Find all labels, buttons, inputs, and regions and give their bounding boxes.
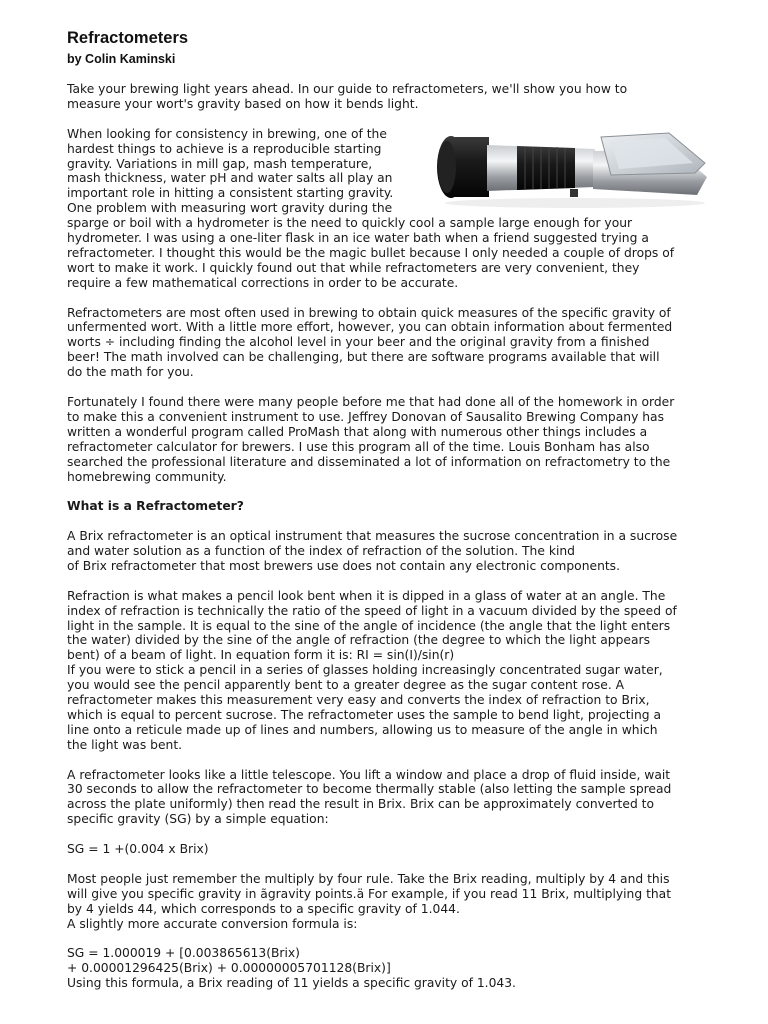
text-line: index of refraction is technically the ratio of the speed of light in a vacuum divided by the speed of: [67, 603, 677, 618]
text-line: hydrometer. I was using a one-liter flask in an ice water bath when a friend suggested trying a: [67, 231, 649, 246]
text-line: A refractometer looks like a little telescope. You lift a window and place a drop of fluid inside, wait: [67, 767, 671, 782]
text-line: If you were to stick a pencil in a series of glasses holding increasingly concentrated sugar water,: [67, 663, 663, 678]
text-line: 30 seconds to allow the refractometer to become thermally stable (also letting the sample spread: [67, 782, 672, 797]
paragraph-5: [67, 589, 715, 753]
text-line: and water solution as a function of the index of refraction of the solution. The kind: [67, 544, 575, 559]
text-line: light in the sample. It is equal to the sine of the angle of incidence (the angle that the light enters: [67, 618, 671, 633]
paragraph-7: [67, 872, 715, 932]
text-line: One problem with measuring wort gravity during the: [67, 201, 393, 216]
text-line: worts ÷ including finding the alcohol level in your beer and the original gravity from a finished: [67, 335, 650, 350]
article-title: Refractometers: [67, 29, 189, 47]
equation-simple: SG = 1 +(0.004 x Brix): [67, 842, 209, 857]
paragraph-4: [67, 529, 715, 574]
text-line: of Brix refractometer that most brewers use does not contain any electronic components.: [67, 558, 620, 573]
text-line: specific gravity (SG) by a simple equation:: [67, 812, 329, 827]
text-line: the light was bent.: [67, 737, 183, 752]
text-line: by 4 yields 44, which corresponds to a specific gravity of 1.044.: [67, 901, 460, 916]
paragraph-2: [67, 306, 715, 381]
text-line: homebrewing community.: [67, 469, 227, 484]
equation-accurate: [67, 946, 715, 991]
text-line: Take your brewing light years ahead. In our guide to refractometers, we'll show you how to: [67, 82, 628, 96]
text-line: across the plate uniformly) then read the result in Brix. Brix can be approximately converted to: [67, 797, 655, 812]
text-line: Refraction is what makes a pencil look bent when it is dipped in a glass of water at an angle. The: [67, 588, 666, 603]
text-line: SG = 1.000019 + [0.003865613(Brix): [67, 946, 300, 961]
text-line: the water) divided by the sine of the angle of refraction (the degree to which the light appears: [67, 633, 650, 648]
paragraph-6: [67, 768, 715, 828]
text-line: gravity. Variations in mill gap, mash temperature,: [67, 156, 373, 171]
text-line: searched the professional literature and disseminated a lot of information on refractometry to the: [67, 454, 671, 469]
text-line: require a few mathematical corrections in order to be accurate.: [67, 275, 459, 290]
article: [67, 28, 715, 991]
text-line: When looking for consistency in brewing, one of the: [67, 126, 387, 141]
text-line: refractometer makes this measurement very easy and converts the index of refraction to Brix,: [67, 693, 650, 708]
text-line: Refractometers are most often used in brewing to obtain quick measures of the specific gravity of: [67, 305, 671, 320]
text-line: refractometer. I thought this would be the magic bullet because I only needed a couple of drops of: [67, 245, 675, 260]
text-line: will give you specific gravity in ãgravity points.ä For example, if you read 11 Brix, multiplying that: [67, 886, 672, 901]
text-line: hardest things to achieve is a reproducible starting: [67, 141, 382, 156]
text-line: to make this a convenient instrument to use. Jeffrey Donovan of Sausalito Brewing Company has: [67, 409, 664, 424]
text-line: unfermented wort. With a little more effort, however, you can obtain information about fermented: [67, 320, 673, 335]
text-line: important role in hitting a consistent starting gravity.: [67, 186, 394, 201]
text-line: Most people just remember the multiply by four rule. Take the Brix reading, multiply by 4 and this: [67, 871, 670, 886]
refractometer-photo: [425, 129, 715, 211]
text-line: A slightly more accurate conversion formula is:: [67, 916, 358, 931]
text-line: measure your wort's gravity based on how it bends light.: [67, 96, 419, 111]
paragraph-3: [67, 395, 715, 484]
text-line: + 0.00001296425(Brix) + 0.00000005701128(Brix)]: [67, 961, 391, 976]
text-line: Using this formula, a Brix reading of 11 yields a specific gravity of 1.043.: [67, 976, 516, 991]
text-line: refractometer calculator for brewers. I use this program all of the time. Louis Bonham has also: [67, 439, 650, 454]
text-line: sparge or boil with a hydrometer is the need to quickly cool a sample large enough for your: [67, 216, 633, 231]
text-line: bent) of a beam of light. In equation form it is: RI = sin(I)/sin(r): [67, 648, 455, 663]
text-line: Fortunately I found there were many people before me that had done all of the homework in order: [67, 394, 675, 409]
text-line: line onto a reticule made up of lines and numbers, allowing us to measure of the angle in which: [67, 722, 658, 737]
text-line: which is equal to percent sucrose. The refractometer uses the sample to bend light, projecting a: [67, 707, 661, 722]
text-line: do the math for you.: [67, 365, 194, 380]
text-line: A Brix refractometer is an optical instrument that measures the sucrose concentration in a sucrose: [67, 529, 678, 544]
section-heading: What is a Refractometer?: [67, 499, 244, 514]
text-line: written a wonderful program called ProMash that along with numerous other things includes a: [67, 424, 648, 439]
intro-paragraph: [67, 82, 715, 112]
text-line: wort to make it work. I quickly found out that while refractometers are very convenient, they: [67, 260, 640, 275]
text-line: beer! The math involved can be challenging, but there are software programs available that will: [67, 350, 660, 365]
article-byline: by Colin Kaminski: [67, 52, 176, 66]
text-line: you would see the pencil apparently bent to a greater degree as the sugar content rose. A: [67, 678, 625, 693]
text-line: mash thickness, water pH and water salts all play an: [67, 171, 393, 186]
